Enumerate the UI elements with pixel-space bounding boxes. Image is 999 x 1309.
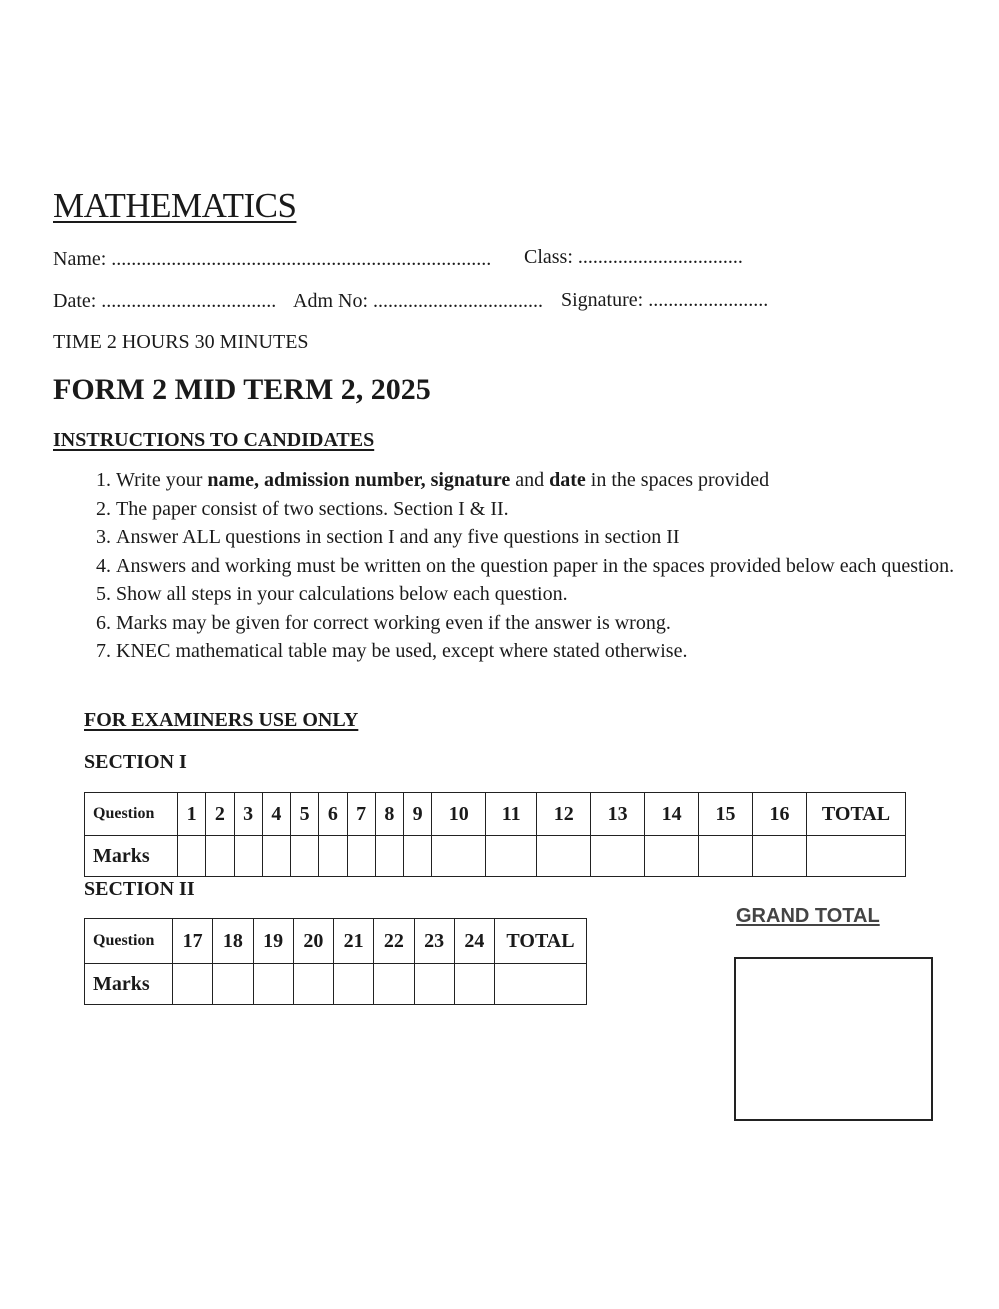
subject-title: MATHEMATICS <box>53 186 297 225</box>
marks-cell[interactable] <box>486 836 537 877</box>
marks-cell[interactable] <box>414 964 454 1005</box>
marks-cell[interactable] <box>537 836 591 877</box>
question-number: 5 <box>291 793 319 836</box>
question-number: 2 <box>206 793 234 836</box>
marks-cell[interactable] <box>752 836 806 877</box>
marks-cell[interactable] <box>454 964 494 1005</box>
instruction-item: 1. Write your name, admission number, signature and date in the spaces provided <box>116 466 966 495</box>
marks-row-label: Marks <box>85 964 173 1005</box>
instruction-item: 4. Answers and working must be written on the question paper in the spaces provided below each question. <box>116 552 966 581</box>
marks-cell[interactable] <box>375 836 403 877</box>
question-number: 7 <box>347 793 375 836</box>
instruction-item: 3. Answer ALL questions in section I and any five questions in section II <box>116 523 966 552</box>
question-number: 8 <box>375 793 403 836</box>
signature-field[interactable]: Signature: ........................ <box>561 289 769 311</box>
question-row-label: Question <box>85 793 178 836</box>
question-number: 3 <box>234 793 262 836</box>
question-number: 19 <box>253 919 293 964</box>
section-2-marks-table <box>84 918 587 1005</box>
marks-cell[interactable] <box>591 836 645 877</box>
instruction-item: 6. Marks may be given for correct working even if the answer is wrong. <box>116 609 966 638</box>
question-number: 12 <box>537 793 591 836</box>
question-number: 6 <box>319 793 347 836</box>
question-number: 15 <box>699 793 753 836</box>
grand-total-label: GRAND TOTAL <box>736 905 880 927</box>
marks-cell[interactable] <box>334 964 374 1005</box>
question-number: 16 <box>752 793 806 836</box>
instructions-list <box>84 466 966 666</box>
marks-cell[interactable] <box>291 836 319 877</box>
name-field[interactable]: Name: ............................................................................ <box>53 248 492 270</box>
total-header: TOTAL <box>807 793 906 836</box>
class-field[interactable]: Class: ................................. <box>524 246 743 268</box>
marks-cell[interactable] <box>234 836 262 877</box>
instruction-item: 5. Show all steps in your calculations below each question. <box>116 580 966 609</box>
marks-cell[interactable] <box>699 836 753 877</box>
time-allowed: TIME 2 HOURS 30 MINUTES <box>53 331 309 353</box>
date-field[interactable]: Date: ................................... <box>53 290 277 312</box>
question-number: 11 <box>486 793 537 836</box>
marks-row-label: Marks <box>85 836 178 877</box>
section-1-label: SECTION I <box>84 751 187 773</box>
marks-cell[interactable] <box>178 836 206 877</box>
question-number: 22 <box>374 919 414 964</box>
question-number: 4 <box>262 793 290 836</box>
marks-cell[interactable] <box>173 964 213 1005</box>
marks-cell[interactable] <box>374 964 414 1005</box>
instruction-item: 7. KNEC mathematical table may be used, except where stated otherwise. <box>116 637 966 666</box>
total-cell[interactable] <box>807 836 906 877</box>
marks-cell[interactable] <box>645 836 699 877</box>
marks-cell[interactable] <box>404 836 432 877</box>
marks-cell[interactable] <box>213 964 253 1005</box>
section-2-label: SECTION II <box>84 878 195 900</box>
marks-cell[interactable] <box>293 964 333 1005</box>
examiners-heading: FOR EXAMINERS USE ONLY <box>84 709 359 731</box>
question-number: 21 <box>334 919 374 964</box>
section-1-marks-table <box>84 792 906 877</box>
adm-no-field[interactable]: Adm No: .................................. <box>293 290 543 312</box>
question-number: 13 <box>591 793 645 836</box>
total-header: TOTAL <box>495 919 587 964</box>
exam-title: FORM 2 MID TERM 2, 2025 <box>53 373 431 406</box>
question-number: 20 <box>293 919 333 964</box>
marks-cell[interactable] <box>206 836 234 877</box>
marks-cell[interactable] <box>262 836 290 877</box>
marks-cell[interactable] <box>432 836 486 877</box>
instructions-heading: INSTRUCTIONS TO CANDIDATES <box>53 429 375 451</box>
question-number: 14 <box>645 793 699 836</box>
question-number: 17 <box>173 919 213 964</box>
marks-cell[interactable] <box>319 836 347 877</box>
question-number: 24 <box>454 919 494 964</box>
question-row-label: Question <box>85 919 173 964</box>
question-number: 9 <box>404 793 432 836</box>
grand-total-box[interactable] <box>734 957 933 1121</box>
question-number: 1 <box>178 793 206 836</box>
question-number: 18 <box>213 919 253 964</box>
instruction-item: 2. The paper consist of two sections. Section I & II. <box>116 495 966 524</box>
total-cell[interactable] <box>495 964 587 1005</box>
marks-cell[interactable] <box>347 836 375 877</box>
marks-cell[interactable] <box>253 964 293 1005</box>
question-number: 23 <box>414 919 454 964</box>
question-number: 10 <box>432 793 486 836</box>
